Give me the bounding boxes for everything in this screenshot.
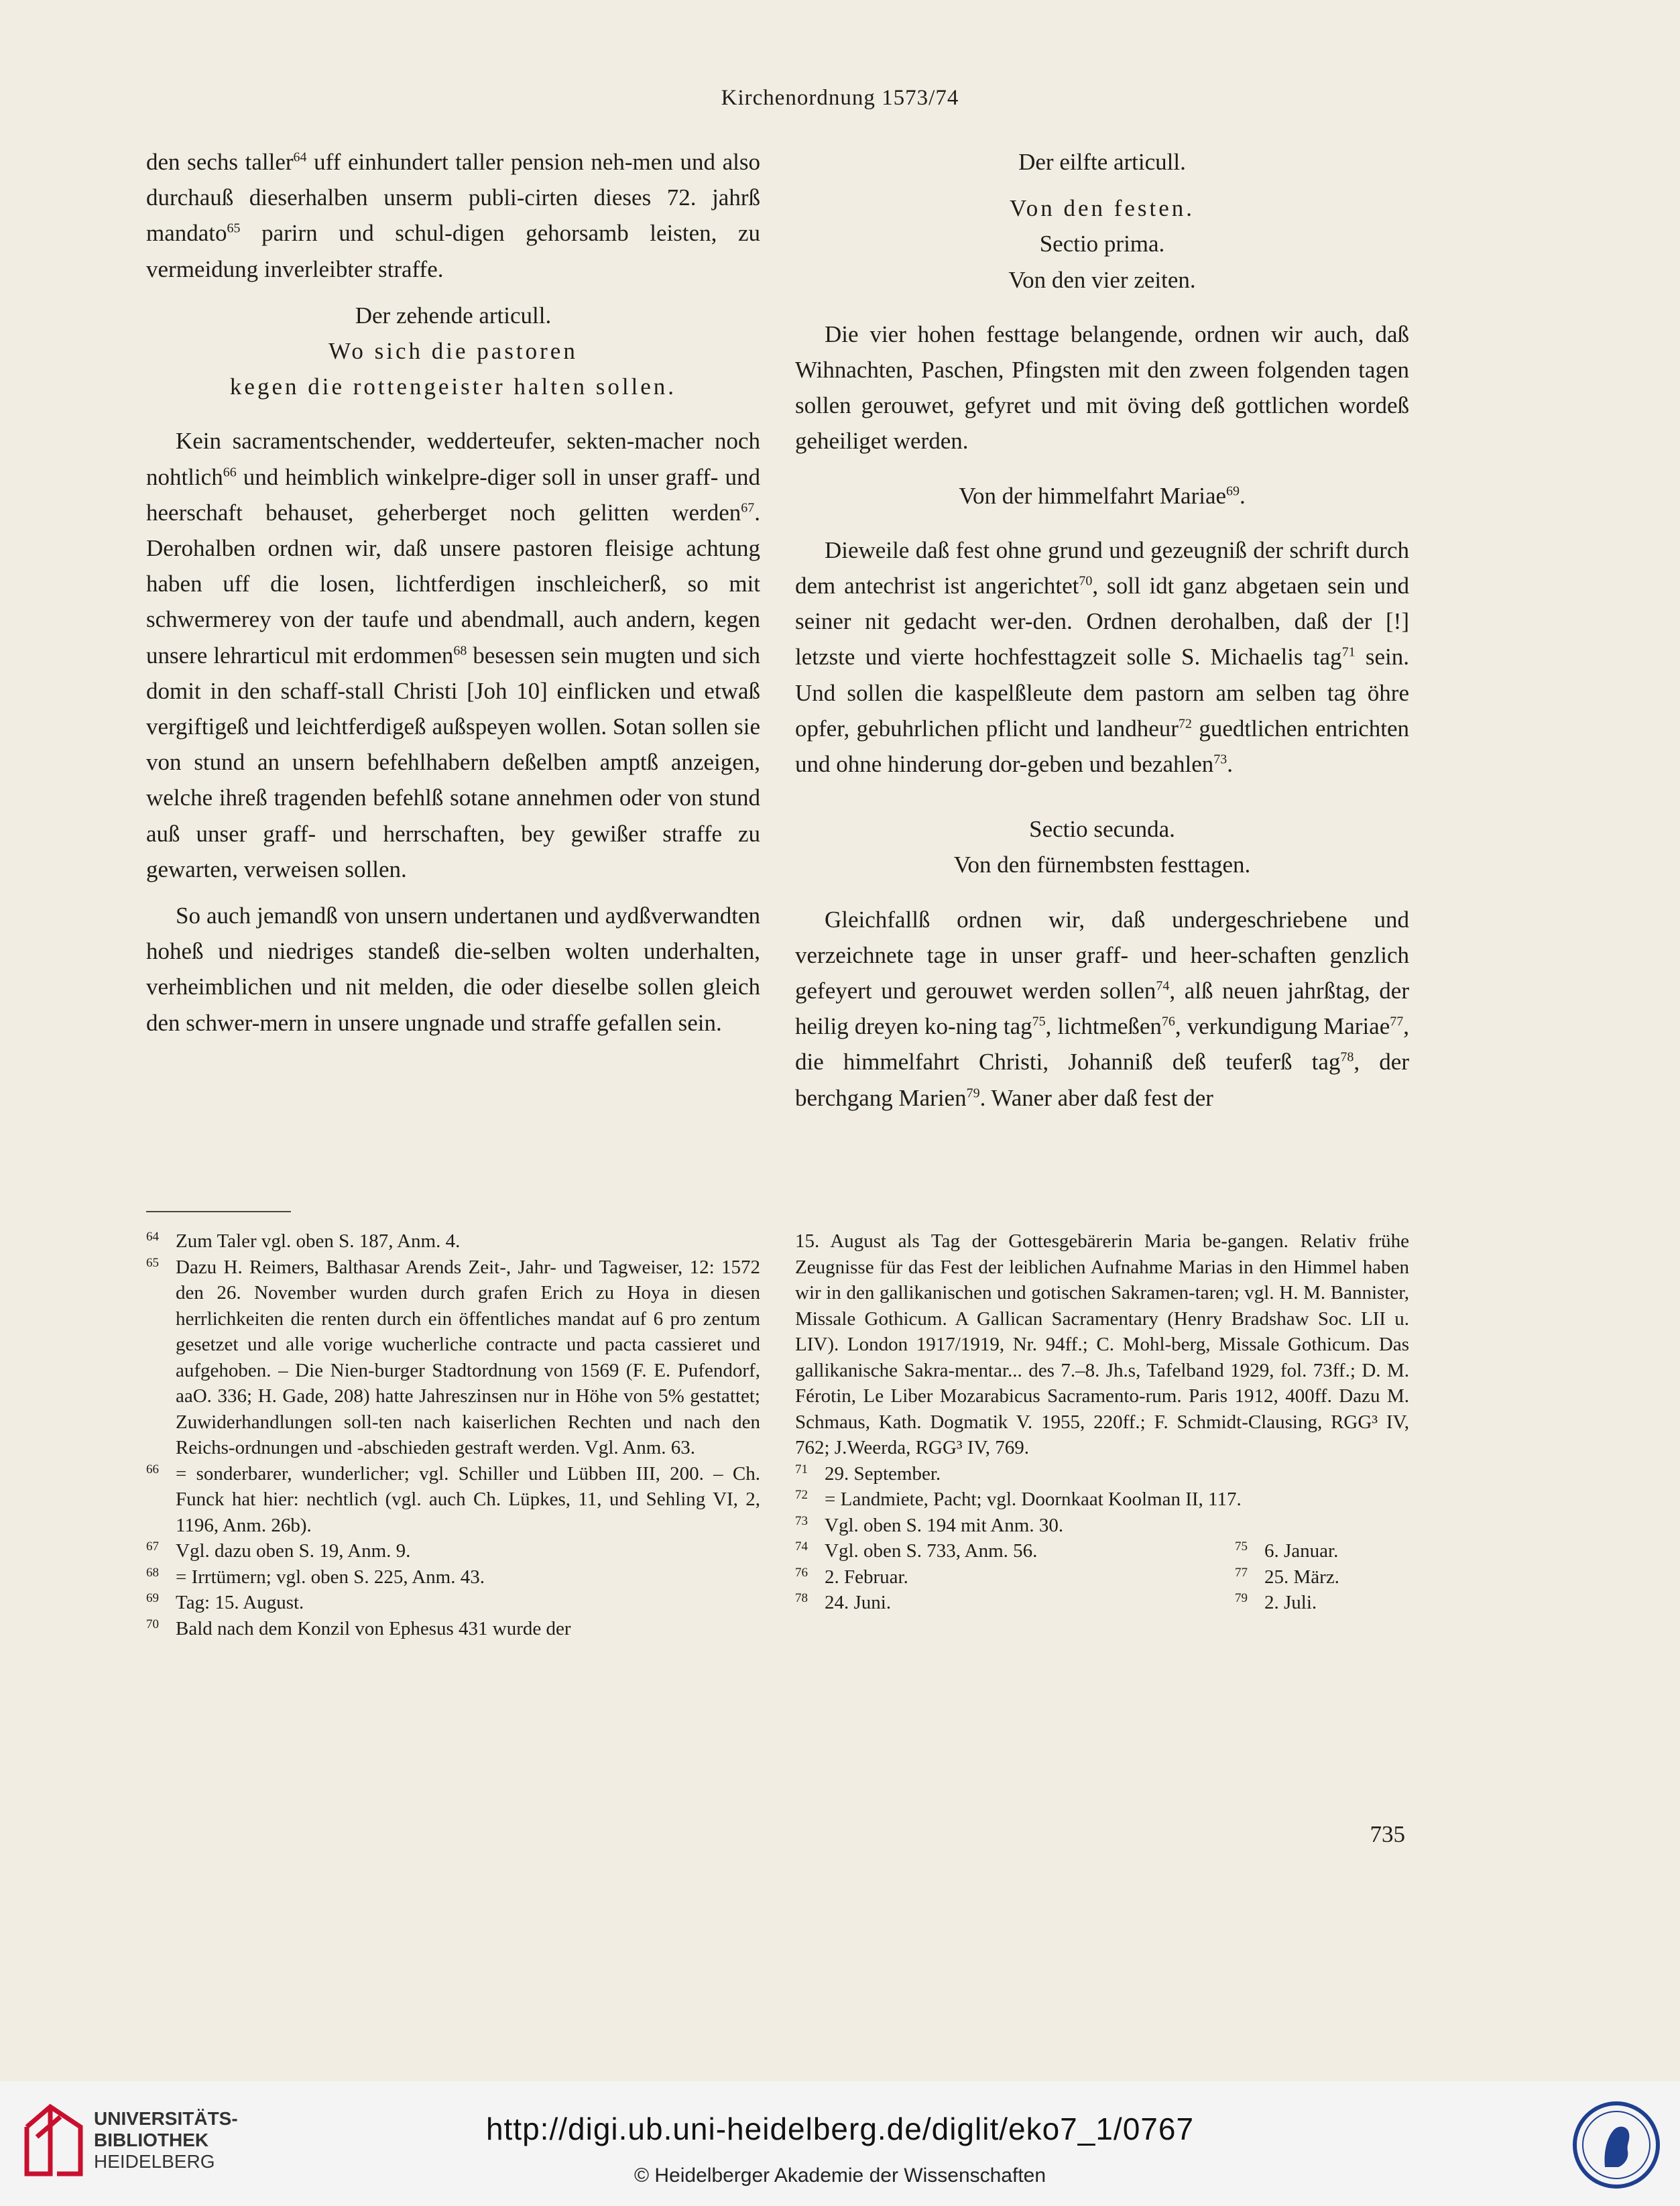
footnote-ref[interactable]: 72 [1178,716,1192,732]
footnote-number: 79 [1235,1591,1248,1605]
footnote: 68 = Irrtümern; vgl. oben S. 225, Anm. 43. [146,1564,760,1590]
footnote-number: 67 [146,1540,159,1554]
footnote-ref[interactable]: 77 [1390,1014,1404,1029]
footnote-number: 70 [146,1617,159,1631]
section-subheading: Von den festen. [1009,195,1195,222]
footnote-ref[interactable]: 73 [1213,752,1227,767]
section-heading: Der eilfte articull. [1018,149,1186,175]
footnote-ref[interactable]: 69 [1226,483,1240,498]
right-paragraph-3: Gleichfallß ordnen wir, daß undergeschriebene und verzeichnete tage in unser graff- und heer-schaften genzlich gefeyert und gerouwet werden sollen$^{74}$, alß neuen jahrßtag, der heilig dreyen ko-ning tag$^{75}$, lichtmeßen$^{76}$, verkundigung Mariae$^{77}$, die himmelfahrt Christi, Johanniß deß teuferß tag$^{78}$, der berchgang Marien$^{79}$. Waner aber daß fest der [795,906,1409,1111]
section-subheading: Sectio prima. [1039,231,1165,257]
footnote: 73 Vgl. oben S. 194 mit Anm. 30. [795,1513,1409,1539]
section-subheading: Sectio secunda. [1029,816,1175,843]
footnote-ref[interactable]: 65 [227,221,241,236]
section-subheading: Wo sich die pastoren [328,338,578,365]
footnote-number: 69 [146,1591,159,1605]
right-column [795,144,1409,1116]
viewer-footer [0,2081,1680,2206]
page-number: 735 [1370,1821,1405,1847]
footnote-number: 77 [1235,1565,1248,1580]
footnote-number: 68 [146,1565,159,1580]
footnote: 64 Zum Taler vgl. oben S. 187, Anm. 4. [146,1228,760,1255]
footnote-pair [795,1538,1409,1564]
copyright-notice: © Heidelberger Akademie der Wissenschaften [634,2164,1046,2187]
footnote: 71 29. September. [795,1461,1409,1487]
left-paragraph-1: den sechs taller$^{64}$ uff einhundert taller pension neh-men und also durchauß dieserhalben unserm publi-cirten dieses 72. jahrß mandato$^{65}$ parirn und schul-digen gehorsamb leisten, zu vermeidung inverleibter straffe. [146,149,760,282]
footnote-ref[interactable]: 70 [1079,573,1093,589]
footnote: 65 Dazu H. Reimers, Balthasar Arends Zeit-, Jahr- und Tagweiser, 12: 1572 den 26. November wurden durch grafen Erich zu Hoya in diesen herrlichkeiten die renten durch ein öffentliches mandat auf 6 pro zentum gesetzet und alle vorige wucherliche contracte und pacta cassieret und aufgehoben. – Die Nien-burger Stadtordnung von 1569 (F. E. Pufendorf, aaO. 336; H. Gade, 208) hatte Jahreszinsen nur in Höhe von 5% gestattet; Zuwiderhandlungen soll-ten nach kaiserlichen Rechten und nach den Reichs-ordnungen und -abschieden gestraft werden. Vgl. Anm. 63. [146,1255,760,1461]
footnote-number: 66 [146,1462,159,1476]
footnote: 67 Vgl. dazu oben S. 19, Anm. 9. [146,1538,760,1564]
footnote-ref[interactable]: 75 [1032,1014,1046,1029]
footnote-number: 72 [795,1488,808,1502]
section-subheading: Von den vier zeiten. [1008,266,1196,293]
academy-seal-icon[interactable] [1571,2100,1661,2190]
footnote: 78 24. Juni. [795,1590,891,1616]
right-paragraph-1: Die vier hohen festtage belangende, ordnen wir auch, daß Wihnachten, Paschen, Pfingsten mit den zween folgenden tagen sollen gerouwet, gefyret und mit öving deß gottlichen wordeß geheiliget werden. [795,321,1409,455]
footnote: 69 Tag: 15. August. [146,1590,760,1616]
left-column [146,144,760,1041]
footnote-ref[interactable]: 71 [1341,644,1356,660]
footnote-pair [795,1590,1409,1616]
footnote-number: 75 [1235,1540,1248,1554]
footnote-number: 71 [795,1462,808,1476]
footnote-ref[interactable]: 76 [1161,1014,1175,1029]
footnote-number: 73 [795,1513,808,1528]
permalink-url[interactable]: http://digi.ub.uni-heidelberg.de/diglit/eko7_1/0767 [485,2111,1195,2146]
footnote-number: 64 [146,1230,159,1244]
right-paragraph-2: Dieweile daß fest ohne grund und gezeugniß der schrift durch dem antechrist ist angerichtet$^{70}$, soll idt ganz abgetaen sein und seiner nit gedacht wer-den. Ordnen derohalben, daß der [!] letzste und vierte hochfesttagzeit solle S. Michaelis tag$^{71}$ sein. Und sollen die kaspelßleute dem pastorn am selben tag öhre opfer, gebuhrlichen pflicht und landheur$^{72}$ guedtlichen entrichten und ohne hinderung dor-geben und bezahlen$^{73}$. [795,536,1409,778]
footnotes-right [795,1228,1409,1616]
footnote-continuation: 15. August als Tag der Gottesgebärerin Maria be-gangen. Relativ frühe Zeugnisse für das Fest der leiblichen Aufnahme Marias in den Himmel haben wir in den gallikanischen und gotischen Sakramen-taren; vgl. H. M. Bannister, Missale Gothicum. A Gallican Sacramentary (Henry Bradshaw Soc. LII u. LIV). London 1917/1919, Nr. 94ff.; C. Mohl-berg, Missale Gothicum. Das gallikanische Sakra-mentar... des 7.–8. Jh.s, Tafelband 1929, fol. 73ff.; D. M. Férotin, Le Liber Mozarabicus Sacramento-rum. Paris 1912, 400ff. Dazu M. Schmaus, Kath. Dogmatik V. 1955, 220ff.; F. Schmidt-Clausing, RGG³ IV, 762; J.Weerda, RGG³ IV, 769. [795,1230,1409,1458]
footnote: 72 = Landmiete, Pacht; vgl. Doornkaat Koolman II, 117. [795,1487,1409,1513]
footnote: 74 Vgl. oben S. 733, Anm. 56. [795,1538,1037,1564]
footnote: 79 2. Juli. [1235,1590,1409,1616]
footnote-ref[interactable]: 78 [1340,1049,1354,1065]
footnotes-left [146,1228,760,1641]
footnote-ref[interactable]: 68 [453,642,467,658]
footnote-number: 76 [795,1565,808,1580]
footnote-number: 78 [795,1591,808,1605]
footnote-ref[interactable]: 66 [223,464,237,479]
footnote: 66 = sonderbarer, wunderlicher; vgl. Schiller und Lübben III, 200. – Ch. Funck hat hier: nechtlich (vgl. auch Ch. Lüpkes, 11, und Sehling VI, 2, 1196, Anm. 26b). [146,1461,760,1539]
footnote-ref[interactable]: 67 [741,500,755,516]
footnote-pair [795,1564,1409,1590]
footnote-ref[interactable]: 74 [1156,978,1170,994]
running-title: Kirchenordnung 1573/74 [721,86,959,110]
footnote: 77 25. März. [1235,1564,1409,1590]
footnote: 70 Bald nach dem Konzil von Ephesus 431 wurde der [146,1616,760,1642]
footnote-divider [146,1211,291,1212]
footnote-ref[interactable]: 79 [966,1086,980,1101]
footnote-number: 74 [795,1540,808,1554]
section-subheading: Von der himmelfahrt Mariae$^{69}$. [959,482,1246,509]
library-logo-text: UNIVERSITÄTS- BIBLIOTHEK HEIDELBERG [94,2108,238,2172]
section-subheading: kegen die rottengeister halten sollen. [229,373,677,400]
footnote: 76 2. Februar. [795,1564,908,1590]
footnote: 75 6. Januar. [1235,1538,1409,1564]
section-subheading: Von den fürnembsten festtagen. [953,852,1251,878]
section-heading: Der zehende articull. [355,302,552,329]
left-paragraph-3: So auch jemandß von unsern undertanen und aydßverwandten hoheß und niedriges standeß die-selben wolten underhalten, verheimblichen und nit melden, die oder dieselbe sollen gleich den schwer-mern in unsere ungnade und straffe gefallen sein. [146,903,760,1036]
footnote-number: 65 [146,1255,159,1270]
left-paragraph-2: Kein sacramentschender, wedderteufer, sekten-macher noch nohtlich$^{66}$ und heimblich winkelpre-diger soll in unser graff- und heerschaft behauset, geherberget noch gelitten werden$^{67}$. Derohalben ordnen wir, daß unsere pastoren fleisige achtung haben uff die losen, lichtferdigen inschleicherß, so mit schwermerey von der taufe und abendmall, auch andern, kegen unsere lehrarticul mit erdommen$^{68}$ besessen sein mugten und sich domit in den schaff-stall Christi [Joh 10] einflicken und etwaß vergiftigeß und leichtferdigeß außspeyen wollen. Sotan sollen sie von stund an unsern befehlhabern deßelben amptß anzeigen, welche ihreß tragenden befehlß sotane annehmen oder von stund auß unser graff- und herrschaften, bey gewißer straffe zu gewarten, verweisen sollen. [146,428,760,882]
footnote-ref[interactable]: 64 [293,150,307,165]
